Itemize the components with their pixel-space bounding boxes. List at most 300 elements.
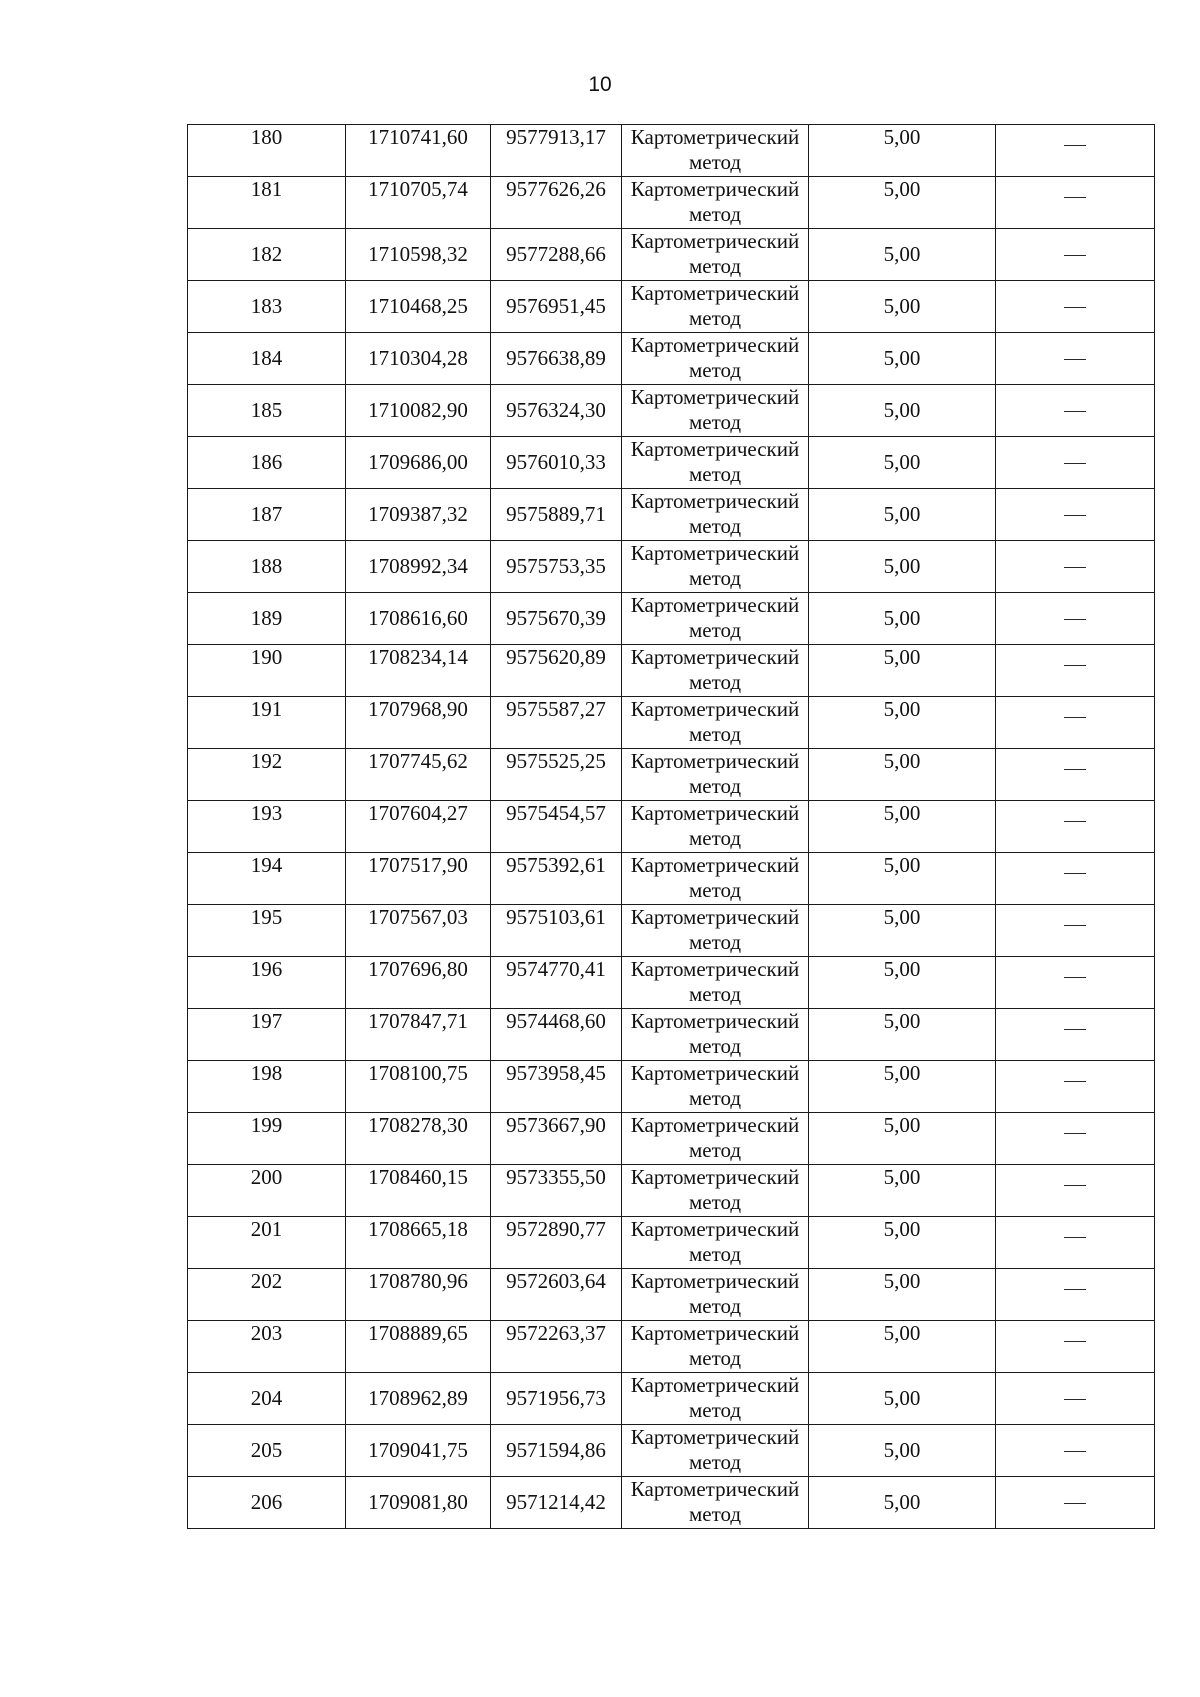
dash-mark [1064, 1081, 1086, 1082]
method-cell [622, 1477, 809, 1529]
dash-mark [1064, 821, 1086, 822]
method-cell-text: Картометрический метод [630, 229, 800, 278]
y-coordinate-cell-text: 9575392,61 [506, 853, 606, 877]
note-cell [996, 489, 1155, 541]
x-coordinate-cell [346, 1373, 491, 1425]
error-value-cell [809, 749, 996, 801]
table-row [188, 1009, 1155, 1061]
point-number-cell [188, 1425, 346, 1477]
x-coordinate-cell-text: 1708460,15 [368, 1165, 468, 1189]
point-number-cell-text: 203 [250, 1321, 283, 1345]
y-coordinate-cell [491, 905, 622, 957]
x-coordinate-cell [346, 1269, 491, 1321]
method-cell-text: Картометрический метод [630, 1009, 800, 1058]
y-coordinate-cell [491, 697, 622, 749]
y-coordinate-cell [491, 593, 622, 645]
error-value-cell-text: 5,00 [883, 749, 921, 773]
error-value-cell-text: 5,00 [883, 1321, 921, 1345]
x-coordinate-cell [346, 697, 491, 749]
error-value-cell-text: 5,00 [883, 554, 921, 578]
y-coordinate-cell [491, 177, 622, 229]
y-coordinate-cell [491, 1321, 622, 1373]
table-row [188, 1165, 1155, 1217]
y-coordinate-cell [491, 229, 622, 281]
error-value-cell-text: 5,00 [883, 1490, 921, 1514]
method-cell-text: Картометрический метод [630, 437, 800, 486]
dash-mark [1064, 197, 1086, 198]
error-value-cell-text: 5,00 [883, 1217, 921, 1241]
dash-mark [1064, 925, 1086, 926]
error-value-cell-text: 5,00 [883, 294, 921, 318]
method-cell-text: Картометрический метод [630, 1425, 800, 1474]
x-coordinate-cell-text: 1708780,96 [368, 1269, 468, 1293]
point-number-cell [188, 489, 346, 541]
error-value-cell [809, 593, 996, 645]
x-coordinate-cell [346, 593, 491, 645]
y-coordinate-cell [491, 333, 622, 385]
error-value-cell-text: 5,00 [883, 801, 921, 825]
y-coordinate-cell [491, 1269, 622, 1321]
error-value-cell [809, 1477, 996, 1529]
y-coordinate-cell [491, 541, 622, 593]
method-cell [622, 229, 809, 281]
note-cell [996, 541, 1155, 593]
point-number-cell-text: 199 [250, 1113, 283, 1137]
x-coordinate-cell-text: 1710304,28 [368, 346, 468, 370]
x-coordinate-cell [346, 541, 491, 593]
dash-mark [1064, 463, 1086, 464]
point-number-cell [188, 1009, 346, 1061]
y-coordinate-cell-text: 9573958,45 [506, 1061, 606, 1085]
x-coordinate-cell [346, 281, 491, 333]
point-number-cell [188, 229, 346, 281]
error-value-cell [809, 333, 996, 385]
point-number-cell-text: 182 [250, 242, 283, 266]
x-coordinate-cell [346, 1061, 491, 1113]
point-number-cell [188, 1165, 346, 1217]
table-row [188, 1061, 1155, 1113]
x-coordinate-cell-text: 1708100,75 [368, 1061, 468, 1085]
table-row [188, 697, 1155, 749]
point-number-cell [188, 645, 346, 697]
y-coordinate-cell [491, 749, 622, 801]
x-coordinate-cell-text: 1707745,62 [368, 749, 468, 773]
method-cell-text: Картометрический метод [630, 1165, 800, 1214]
y-coordinate-cell [491, 1217, 622, 1269]
x-coordinate-cell-text: 1710741,60 [368, 125, 468, 149]
point-number-cell-text: 200 [250, 1165, 283, 1189]
error-value-cell-text: 5,00 [883, 125, 921, 149]
method-cell [622, 1373, 809, 1425]
dash-mark [1064, 255, 1086, 256]
x-coordinate-cell-text: 1708962,89 [368, 1386, 468, 1410]
table-row [188, 1425, 1155, 1477]
point-number-cell-text: 206 [250, 1490, 283, 1514]
point-number-cell-text: 191 [250, 697, 283, 721]
method-cell-text: Картометрический метод [630, 1477, 800, 1526]
x-coordinate-cell-text: 1708992,34 [368, 554, 468, 578]
error-value-cell [809, 905, 996, 957]
note-cell [996, 1477, 1155, 1529]
x-coordinate-cell [346, 1165, 491, 1217]
y-coordinate-cell [491, 801, 622, 853]
y-coordinate-cell-text: 9577626,26 [506, 177, 606, 201]
x-coordinate-cell [346, 905, 491, 957]
error-value-cell-text: 5,00 [883, 905, 921, 929]
note-cell [996, 1269, 1155, 1321]
dash-mark [1064, 567, 1086, 568]
x-coordinate-cell-text: 1709686,00 [368, 450, 468, 474]
y-coordinate-cell-text: 9575753,35 [506, 554, 606, 578]
y-coordinate-cell [491, 957, 622, 1009]
note-cell [996, 957, 1155, 1009]
dash-mark [1064, 873, 1086, 874]
method-cell-text: Картометрический метод [630, 1269, 800, 1318]
method-cell [622, 1165, 809, 1217]
x-coordinate-cell-text: 1707517,90 [368, 853, 468, 877]
note-cell [996, 749, 1155, 801]
method-cell [622, 697, 809, 749]
error-value-cell [809, 697, 996, 749]
note-cell [996, 593, 1155, 645]
y-coordinate-cell [491, 645, 622, 697]
table-row [188, 905, 1155, 957]
table-row [188, 489, 1155, 541]
method-cell [622, 1425, 809, 1477]
dash-mark [1064, 1237, 1086, 1238]
dash-mark [1064, 1289, 1086, 1290]
table-row [188, 541, 1155, 593]
dash-mark [1064, 717, 1086, 718]
method-cell [622, 385, 809, 437]
table-row [188, 853, 1155, 905]
method-cell-text: Картометрический метод [630, 1321, 800, 1370]
x-coordinate-cell [346, 1425, 491, 1477]
x-coordinate-cell-text: 1708234,14 [368, 645, 468, 669]
method-cell [622, 541, 809, 593]
note-cell [996, 1321, 1155, 1373]
y-coordinate-cell [491, 125, 622, 177]
y-coordinate-cell-text: 9576638,89 [506, 346, 606, 370]
note-cell [996, 1425, 1155, 1477]
point-number-cell-text: 193 [250, 801, 283, 825]
method-cell [622, 437, 809, 489]
x-coordinate-cell [346, 1321, 491, 1373]
table-row [188, 281, 1155, 333]
x-coordinate-cell-text: 1707696,80 [368, 957, 468, 981]
error-value-cell-text: 5,00 [883, 957, 921, 981]
y-coordinate-cell-text: 9576324,30 [506, 398, 606, 422]
x-coordinate-cell-text: 1708889,65 [368, 1321, 468, 1345]
point-number-cell [188, 801, 346, 853]
method-cell-text: Картометрический метод [630, 801, 800, 850]
error-value-cell-text: 5,00 [883, 645, 921, 669]
point-number-cell-text: 196 [250, 957, 283, 981]
x-coordinate-cell [346, 385, 491, 437]
error-value-cell [809, 281, 996, 333]
y-coordinate-cell-text: 9571594,86 [506, 1438, 606, 1462]
point-number-cell-text: 181 [250, 177, 283, 201]
note-cell [996, 905, 1155, 957]
point-number-cell [188, 749, 346, 801]
note-cell [996, 229, 1155, 281]
dash-mark [1064, 1451, 1086, 1452]
dash-mark [1064, 1399, 1086, 1400]
note-cell [996, 697, 1155, 749]
method-cell [622, 957, 809, 1009]
method-cell-text: Картометрический метод [630, 281, 800, 330]
coordinates-table [187, 124, 1155, 1529]
x-coordinate-cell [346, 1217, 491, 1269]
x-coordinate-cell [346, 801, 491, 853]
point-number-cell [188, 1217, 346, 1269]
method-cell-text: Картометрический метод [630, 645, 800, 694]
method-cell [622, 125, 809, 177]
table-row [188, 957, 1155, 1009]
x-coordinate-cell-text: 1707847,71 [368, 1009, 468, 1033]
x-coordinate-cell-text: 1710598,32 [368, 242, 468, 266]
y-coordinate-cell-text: 9574770,41 [506, 957, 606, 981]
table-row [188, 333, 1155, 385]
y-coordinate-cell [491, 1113, 622, 1165]
x-coordinate-cell [346, 853, 491, 905]
point-number-cell [188, 437, 346, 489]
method-cell-text: Картометрический метод [630, 1217, 800, 1266]
x-coordinate-cell-text: 1707604,27 [368, 801, 468, 825]
y-coordinate-cell [491, 385, 622, 437]
point-number-cell-text: 198 [250, 1061, 283, 1085]
error-value-cell-text: 5,00 [883, 853, 921, 877]
error-value-cell [809, 1217, 996, 1269]
note-cell [996, 437, 1155, 489]
y-coordinate-cell-text: 9572603,64 [506, 1269, 606, 1293]
method-cell-text: Картометрический метод [630, 1113, 800, 1162]
point-number-cell-text: 185 [250, 398, 283, 422]
note-cell [996, 645, 1155, 697]
error-value-cell-text: 5,00 [883, 1386, 921, 1410]
method-cell [622, 489, 809, 541]
coordinates-table-body [188, 125, 1155, 1529]
point-number-cell-text: 194 [250, 853, 283, 877]
dash-mark [1064, 665, 1086, 666]
error-value-cell [809, 1373, 996, 1425]
point-number-cell-text: 184 [250, 346, 283, 370]
method-cell-text: Картометрический метод [630, 177, 800, 226]
x-coordinate-cell [346, 749, 491, 801]
error-value-cell-text: 5,00 [883, 346, 921, 370]
method-cell-text: Картометрический метод [630, 593, 800, 642]
point-number-cell [188, 177, 346, 229]
x-coordinate-cell [346, 1113, 491, 1165]
point-number-cell [188, 333, 346, 385]
method-cell [622, 1321, 809, 1373]
dash-mark [1064, 411, 1086, 412]
note-cell [996, 177, 1155, 229]
dash-mark [1064, 1503, 1086, 1504]
dash-mark [1064, 359, 1086, 360]
x-coordinate-cell [346, 489, 491, 541]
y-coordinate-cell-text: 9573355,50 [506, 1165, 606, 1189]
note-cell [996, 333, 1155, 385]
error-value-cell-text: 5,00 [883, 697, 921, 721]
point-number-cell [188, 957, 346, 1009]
point-number-cell [188, 593, 346, 645]
point-number-cell [188, 1321, 346, 1373]
method-cell-text: Картометрический метод [630, 905, 800, 954]
point-number-cell [188, 905, 346, 957]
point-number-cell-text: 195 [250, 905, 283, 929]
error-value-cell-text: 5,00 [883, 1438, 921, 1462]
error-value-cell [809, 1113, 996, 1165]
table-row [188, 385, 1155, 437]
error-value-cell-text: 5,00 [883, 1061, 921, 1085]
page-number: 10 [588, 73, 612, 96]
dash-mark [1064, 1185, 1086, 1186]
error-value-cell-text: 5,00 [883, 1165, 921, 1189]
x-coordinate-cell-text: 1710082,90 [368, 398, 468, 422]
y-coordinate-cell-text: 9573667,90 [506, 1113, 606, 1137]
method-cell-text: Картометрический метод [630, 385, 800, 434]
method-cell-text: Картометрический метод [630, 1061, 800, 1110]
method-cell [622, 801, 809, 853]
dash-mark [1064, 977, 1086, 978]
error-value-cell-text: 5,00 [883, 606, 921, 630]
table-row [188, 125, 1155, 177]
y-coordinate-cell [491, 281, 622, 333]
note-cell [996, 281, 1155, 333]
y-coordinate-cell-text: 9575525,25 [506, 749, 606, 773]
point-number-cell [188, 1269, 346, 1321]
error-value-cell-text: 5,00 [883, 502, 921, 526]
note-cell [996, 801, 1155, 853]
point-number-cell [188, 1373, 346, 1425]
point-number-cell-text: 188 [250, 554, 283, 578]
y-coordinate-cell [491, 489, 622, 541]
x-coordinate-cell [346, 957, 491, 1009]
method-cell-text: Картометрический метод [630, 333, 800, 382]
x-coordinate-cell [346, 229, 491, 281]
note-cell [996, 1061, 1155, 1113]
method-cell-text: Картометрический метод [630, 541, 800, 590]
point-number-cell-text: 190 [250, 645, 283, 669]
point-number-cell-text: 201 [250, 1217, 283, 1241]
y-coordinate-cell [491, 1061, 622, 1113]
point-number-cell-text: 183 [250, 294, 283, 318]
y-coordinate-cell [491, 1009, 622, 1061]
method-cell [622, 1009, 809, 1061]
method-cell [622, 645, 809, 697]
table-row [188, 645, 1155, 697]
y-coordinate-cell-text: 9575670,39 [506, 606, 606, 630]
error-value-cell [809, 489, 996, 541]
point-number-cell-text: 187 [250, 502, 283, 526]
x-coordinate-cell-text: 1709387,32 [368, 502, 468, 526]
error-value-cell-text: 5,00 [883, 450, 921, 474]
x-coordinate-cell-text: 1710705,74 [368, 177, 468, 201]
point-number-cell [188, 385, 346, 437]
y-coordinate-cell-text: 9575620,89 [506, 645, 606, 669]
y-coordinate-cell-text: 9576951,45 [506, 294, 606, 318]
x-coordinate-cell [346, 125, 491, 177]
error-value-cell [809, 1165, 996, 1217]
table-row [188, 1269, 1155, 1321]
error-value-cell [809, 1321, 996, 1373]
table-row [188, 1113, 1155, 1165]
error-value-cell [809, 229, 996, 281]
method-cell-text: Картометрический метод [630, 853, 800, 902]
error-value-cell [809, 801, 996, 853]
dash-mark [1064, 769, 1086, 770]
point-number-cell-text: 204 [250, 1386, 283, 1410]
x-coordinate-cell [346, 1477, 491, 1529]
point-number-cell [188, 853, 346, 905]
error-value-cell [809, 957, 996, 1009]
y-coordinate-cell-text: 9575587,27 [506, 697, 606, 721]
note-cell [996, 125, 1155, 177]
table-row [188, 1321, 1155, 1373]
dash-mark [1064, 1341, 1086, 1342]
method-cell [622, 905, 809, 957]
y-coordinate-cell [491, 1477, 622, 1529]
error-value-cell-text: 5,00 [883, 1009, 921, 1033]
point-number-cell-text: 202 [250, 1269, 283, 1293]
table-row [188, 437, 1155, 489]
point-number-cell [188, 1061, 346, 1113]
y-coordinate-cell [491, 1373, 622, 1425]
y-coordinate-cell-text: 9574468,60 [506, 1009, 606, 1033]
error-value-cell [809, 1009, 996, 1061]
x-coordinate-cell [346, 645, 491, 697]
error-value-cell [809, 125, 996, 177]
table-row [188, 229, 1155, 281]
y-coordinate-cell [491, 1165, 622, 1217]
table-row [188, 801, 1155, 853]
x-coordinate-cell-text: 1708616,60 [368, 606, 468, 630]
error-value-cell [809, 1425, 996, 1477]
error-value-cell [809, 645, 996, 697]
point-number-cell-text: 180 [250, 125, 283, 149]
x-coordinate-cell [346, 177, 491, 229]
x-coordinate-cell-text: 1708665,18 [368, 1217, 468, 1241]
method-cell [622, 1217, 809, 1269]
dash-mark [1064, 145, 1086, 146]
point-number-cell [188, 1477, 346, 1529]
method-cell-text: Картометрический метод [630, 749, 800, 798]
y-coordinate-cell-text: 9575889,71 [506, 502, 606, 526]
note-cell [996, 1009, 1155, 1061]
point-number-cell [188, 1113, 346, 1165]
error-value-cell [809, 437, 996, 489]
error-value-cell-text: 5,00 [883, 1113, 921, 1137]
method-cell [622, 333, 809, 385]
dash-mark [1064, 1133, 1086, 1134]
method-cell [622, 177, 809, 229]
note-cell [996, 1373, 1155, 1425]
x-coordinate-cell [346, 1009, 491, 1061]
y-coordinate-cell [491, 1425, 622, 1477]
error-value-cell [809, 177, 996, 229]
error-value-cell [809, 541, 996, 593]
x-coordinate-cell-text: 1707968,90 [368, 697, 468, 721]
method-cell-text: Картометрический метод [630, 957, 800, 1006]
x-coordinate-cell-text: 1710468,25 [368, 294, 468, 318]
note-cell [996, 1217, 1155, 1269]
y-coordinate-cell-text: 9575103,61 [506, 905, 606, 929]
note-cell [996, 1113, 1155, 1165]
y-coordinate-cell [491, 437, 622, 489]
table-row [188, 1373, 1155, 1425]
method-cell [622, 281, 809, 333]
